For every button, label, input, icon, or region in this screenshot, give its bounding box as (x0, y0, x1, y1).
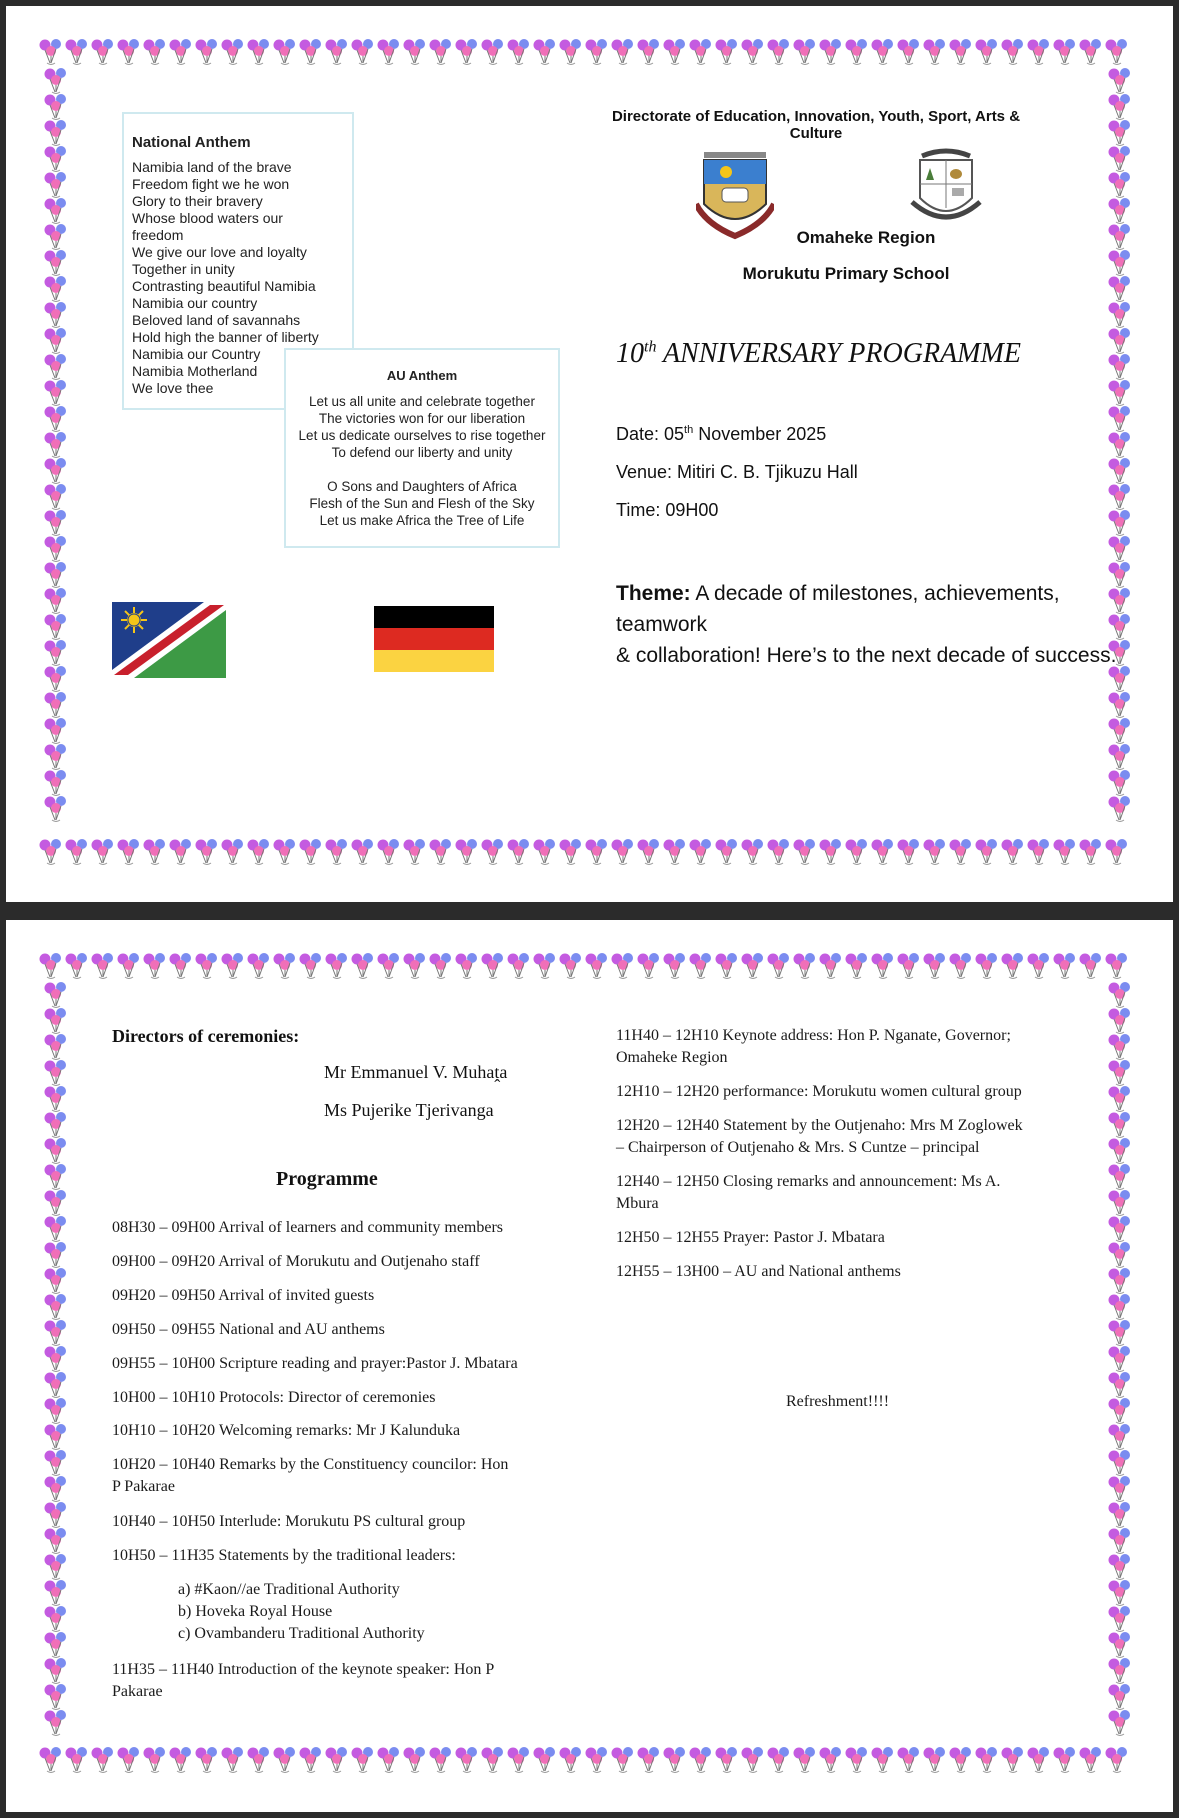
programme-item: P Pakarae (112, 1478, 175, 1495)
title-superscript: th (644, 338, 657, 356)
title-text: ANNIVERSARY PROGRAMME (656, 338, 1021, 369)
school-name: Morukutu Primary School (742, 264, 950, 283)
programme-item: Omaheke Region (616, 1049, 728, 1066)
programme-item: 10H00 – 10H10 Protocols: Director of ceremonies (112, 1389, 436, 1406)
event-date (616, 424, 826, 445)
balloon-icon (1102, 1745, 1132, 1775)
programme-item: 10H20 – 10H40 Remarks by the Constituency councilor: Hon (112, 1456, 509, 1473)
anthem-line: Beloved land of savannahs (132, 312, 301, 328)
programme-heading: Programme (276, 1168, 378, 1190)
au-anthem-line: Let us make Africa the Tree of Life (319, 513, 525, 528)
programme-item: 09H00 – 09H20 Arrival of Morukutu and Outjenaho staff (112, 1253, 480, 1270)
au-anthem-line: Let us dedicate ourselves to rise together (298, 428, 546, 443)
date-rest: November 2025 (693, 424, 827, 444)
anthem-line: We love thee (132, 380, 214, 396)
balloon-border-right (1102, 980, 1138, 1746)
balloon-border-right (1102, 66, 1138, 838)
programme-item: 11H35 – 11H40 Introduction of the keynote speaker: Hon P (112, 1661, 495, 1678)
au-anthem-line: To defend our liberty and unity (331, 445, 513, 460)
anthem-line: Whose blood waters our (132, 210, 283, 226)
morukutu-school-crest (906, 146, 986, 230)
programme-item: 12H20 – 12H40 Statement by the Outjenaho: Mrs M Zoglowek (616, 1117, 1023, 1134)
title-number: 10 (616, 338, 644, 369)
au-anthem-line: Flesh of the Sun and Flesh of the Sky (309, 496, 535, 511)
balloon-border-bottom (36, 834, 1143, 870)
event-theme (616, 578, 1136, 671)
refreshment-note: Refreshment!!!! (786, 1393, 890, 1410)
director-name: Mr Emmanuel V. Muhaṱa (324, 1062, 508, 1082)
programme-title (616, 338, 1136, 370)
balloon-icon (41, 794, 71, 824)
anthem-line: freedom (132, 227, 184, 243)
programme-item: Pakarae (112, 1683, 163, 1700)
balloon-border-bottom (36, 1742, 1143, 1778)
date-superscript: th (684, 424, 694, 436)
traditional-leader-item: a) #Kaon//ae Traditional Authority (178, 1581, 400, 1598)
au-anthem-title: AU Anthem (386, 368, 458, 383)
programme-item: 09H20 – 09H50 Arrival of invited guests (112, 1287, 375, 1304)
anthem-line: We give our love and loyalty (132, 244, 307, 260)
directors-heading: Directors of ceremonies: (112, 1026, 300, 1046)
programme-item: 11H40 – 12H10 Keynote address: Hon P. Nganate, Governor; (616, 1027, 1011, 1044)
anthem-line: Namibia Motherland (132, 363, 258, 379)
programme-item: 10H40 – 10H50 Interlude: Morukutu PS cultural group (112, 1513, 466, 1530)
theme-line1: A decade of milestones, achievements, teamwork (616, 582, 1060, 636)
programme-item: Mbura (616, 1195, 659, 1212)
national-anthem-title: National Anthem (132, 134, 251, 151)
programme-item: 09H55 – 10H00 Scripture reading and prayer:Pastor J. Mbatara (112, 1355, 518, 1372)
anthem-line: Together in unity (132, 261, 235, 277)
programme-page-back (6, 920, 1173, 1812)
programme-item: 12H40 – 12H50 Closing remarks and announcement: Ms A. (616, 1173, 1001, 1190)
balloon-icon (1102, 837, 1132, 867)
theme-line2: & collaboration! Here’s to the next decade of success. (616, 644, 1117, 667)
programme-item: 12H50 – 12H55 Prayer: Pastor J. Mbatara (616, 1229, 885, 1246)
balloon-border-left (38, 66, 74, 838)
anthem-line: Hold high the banner of liberty (132, 329, 319, 345)
directorate-heading: Directorate of Education, Innovation, Youth, Sport, Arts & Culture (611, 108, 1021, 142)
au-anthem-box (284, 348, 560, 548)
programme-item: 10H50 – 11H35 Statements by the traditional leaders: (112, 1547, 456, 1564)
director-name: Ms Pujerike Tjerivanga (324, 1100, 494, 1120)
anthem-line: Contrasting beautiful Namibia (132, 278, 316, 294)
balloon-icon (1102, 951, 1132, 981)
region-name: Omaheke Region (796, 228, 936, 247)
balloon-icon (41, 1708, 71, 1738)
date-label: Date: 05 (616, 424, 685, 444)
programme-item: 09H50 – 09H55 National and AU anthems (112, 1321, 385, 1338)
traditional-leader-item: b) Hoveka Royal House (178, 1603, 333, 1620)
au-anthem-line: O Sons and Daughters of Africa (327, 479, 517, 494)
anthem-line: Glory to their bravery (132, 193, 263, 209)
germany-flag (374, 606, 494, 672)
programme-item: 08H30 – 09H00 Arrival of learners and community members (112, 1219, 504, 1236)
programme-item: 12H10 – 12H20 performance: Morukutu women cultural group (616, 1083, 1022, 1100)
programme-item: 12H55 – 13H00 – AU and National anthems (616, 1263, 901, 1280)
anthem-line: Namibia our country (132, 295, 258, 311)
au-anthem-line: Let us all unite and celebrate together (309, 394, 535, 409)
anthem-line: Freedom fight we he won (132, 176, 290, 192)
balloon-border-top (36, 948, 1143, 984)
balloon-border-left (38, 980, 74, 1746)
au-anthem-line (290, 461, 554, 478)
event-time: Time: 09H00 (616, 500, 719, 520)
theme-label: Theme: (616, 582, 691, 605)
balloon-border-top (36, 34, 1143, 70)
programme-item: 10H10 – 10H20 Welcoming remarks: Mr J Kalunduka (112, 1422, 461, 1439)
programme-item: – Chairperson of Outjenaho & Mrs. S Cuntze – principal (616, 1139, 980, 1156)
event-venue: Venue: Mitiri C. B. Tjikuzu Hall (616, 462, 858, 482)
anthem-line: Namibia our Country (132, 346, 261, 362)
omaheke-region-crest (696, 144, 774, 240)
programme-page-front (6, 6, 1173, 902)
balloon-icon (1102, 37, 1132, 67)
balloon-icon (1105, 1708, 1135, 1738)
au-anthem-line: The victories won for our liberation (318, 411, 526, 426)
namibia-flag (112, 602, 226, 678)
traditional-leader-item: c) Ovambanderu Traditional Authority (178, 1625, 425, 1642)
anthem-line: Namibia land of the brave (132, 159, 292, 175)
balloon-icon (1105, 794, 1135, 824)
